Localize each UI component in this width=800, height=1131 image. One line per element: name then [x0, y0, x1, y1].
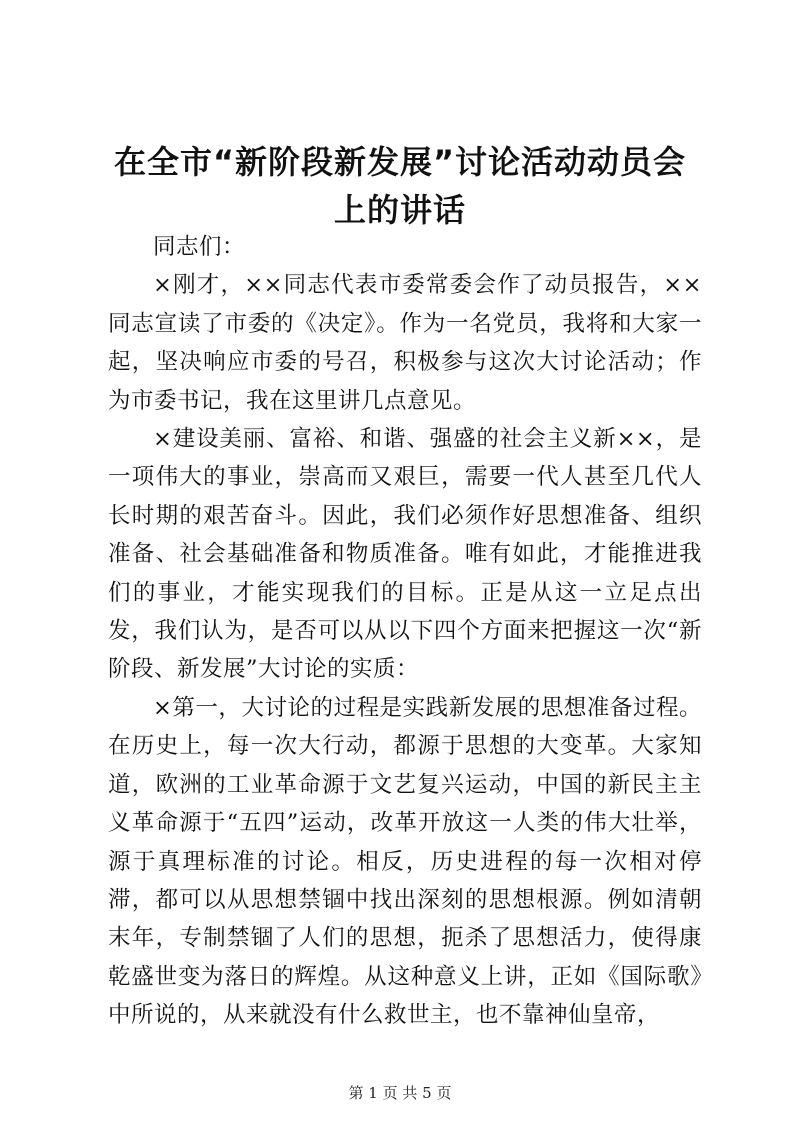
body-paragraph: ×建设美丽、富裕、和谐、强盛的社会主义新××，是一项伟大的事业，崇高而又艰巨，需要一代人甚至几代人长时期的艰苦奋斗。因此，我们必须作好思想准备、组织准备、社会基础准备和物质准备。唯有如此，才能推进我们的事业，才能实现我们的目标。正是从这一立足点出发，我们认为，是否可以从以下四个方面来把握这一次“新阶段、新发展”大讨论的实质：	[108, 426, 702, 683]
page-footer: 第 1 页 共 5 页	[348, 1084, 452, 1102]
document-title: 在全市“新阶段新发展”讨论活动动员会上的讲话	[113, 143, 687, 229]
salutation-paragraph: 同志们：	[153, 234, 246, 260]
body-paragraph: ×刚才，××同志代表市委常委会作了动员报告，××同志宣读了市委的《决定》。作为一名党员，我将和大家一起，坚决响应市委的号召，积极参与这次大讨论活动；作为市委书记，我在这里讲几点意见。	[108, 272, 702, 414]
body-paragraph: ×第一，大讨论的过程是实践新发展的思想准备过程。在历史上，每一次大行动，都源于思想的大变革。大家知道，欧洲的工业革命源于文艺复兴运动，中国的新民主主义革命源于“五四”运动，改革开放这一人类的伟大壮举，源于真理标准的讨论。相反，历史进程的每一次相对停滞，都可以从思想禁锢中找出深刻的思想根源。例如清朝末年，专制禁锢了人们的思想，扼杀了思想活力，使得康乾盛世变为落日的辉煌。从这种意义上讲，正如《国际歌》中所说的，从来就没有什么救世主，也不靠神仙皇帝，	[108, 694, 702, 1029]
document-body	[108, 228, 702, 1035]
